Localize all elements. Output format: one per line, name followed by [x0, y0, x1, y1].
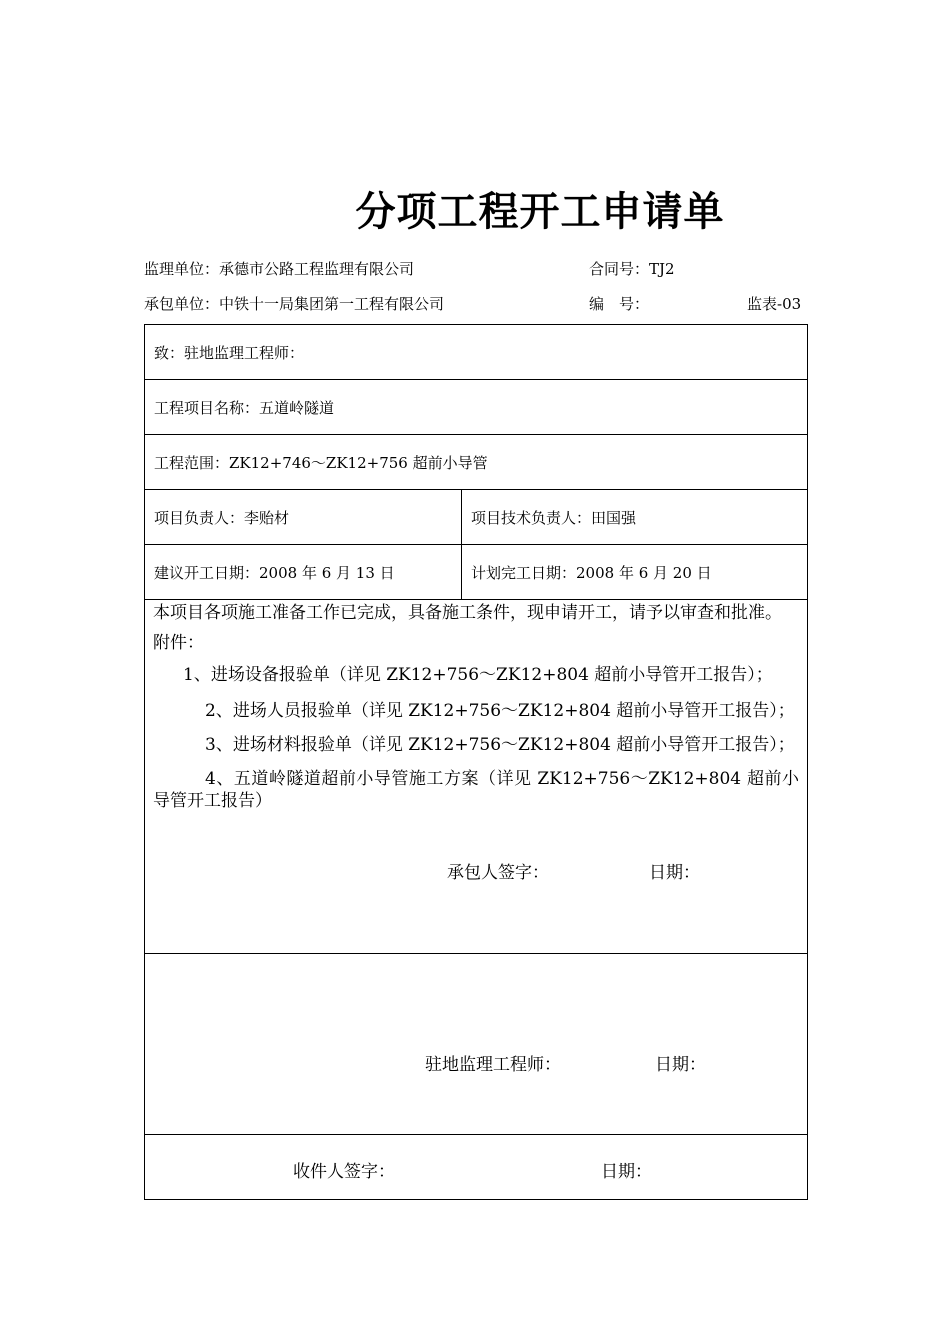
attachment-item: 4、五道岭隧道超前小导管施工方案（详见 ZK12+756～ZK12+804 超前小导管开工报告） — [153, 769, 800, 811]
receiver-signature-label: 收件人签字： — [293, 1162, 395, 1182]
supervisor-section — [145, 954, 808, 1135]
receiver-date-label: 日期： — [601, 1162, 652, 1182]
supervisor-unit: 监理单位：承德市公路工程监理有限公司 — [144, 260, 415, 278]
document-title: 分项工程开工申请单 — [355, 188, 725, 235]
planned-end-date: 计划完工日期：2008 年 6 月 20 日 — [462, 545, 808, 600]
application-form — [144, 324, 808, 1200]
work-scope: 工程范围：ZK12+746～ZK12+756 超前小导管 — [145, 435, 808, 490]
contractor-date-label: 日期： — [649, 863, 700, 883]
contractor-unit: 承包单位：中铁十一局集团第一工程有限公司 — [144, 295, 445, 313]
supervisor-signature-label: 驻地监理工程师： — [425, 1055, 561, 1075]
application-body — [145, 600, 808, 954]
attachment-item: 1、进场设备报验单（详见 ZK12+756～ZK12+804 超前小导管开工报告）； — [183, 665, 773, 685]
form-code: 监表-03 — [747, 295, 802, 313]
proposed-start-date: 建议开工日期：2008 年 6 月 13 日 — [145, 545, 462, 600]
contractor-signature-label: 承包人签字： — [447, 863, 549, 883]
technical-leader: 项目技术负责人：田国强 — [462, 490, 808, 545]
receiver-section — [145, 1135, 808, 1200]
addressee: 致：驻地监理工程师： — [145, 325, 808, 380]
project-name: 工程项目名称：五道岭隧道 — [145, 380, 808, 435]
attachment-item: 2、进场人员报验单（详见 ZK12+756～ZK12+804 超前小导管开工报告）； — [205, 701, 795, 721]
attachments-label: 附件： — [153, 633, 204, 653]
project-leader: 项目负责人：李贻材 — [145, 490, 462, 545]
supervisor-date-label: 日期： — [655, 1055, 706, 1075]
contractor-signature-line — [153, 858, 799, 888]
application-statement: 本项目各项施工准备工作已完成，具备施工条件，现申请开工，请予以审查和批准。 — [153, 603, 782, 623]
attachment-item: 3、进场材料报验单（详见 ZK12+756～ZK12+804 超前小导管开工报告）； — [205, 735, 795, 755]
contract-number: 合同号：TJ2 — [589, 260, 675, 278]
serial-number-label: 编 号： — [589, 295, 650, 313]
